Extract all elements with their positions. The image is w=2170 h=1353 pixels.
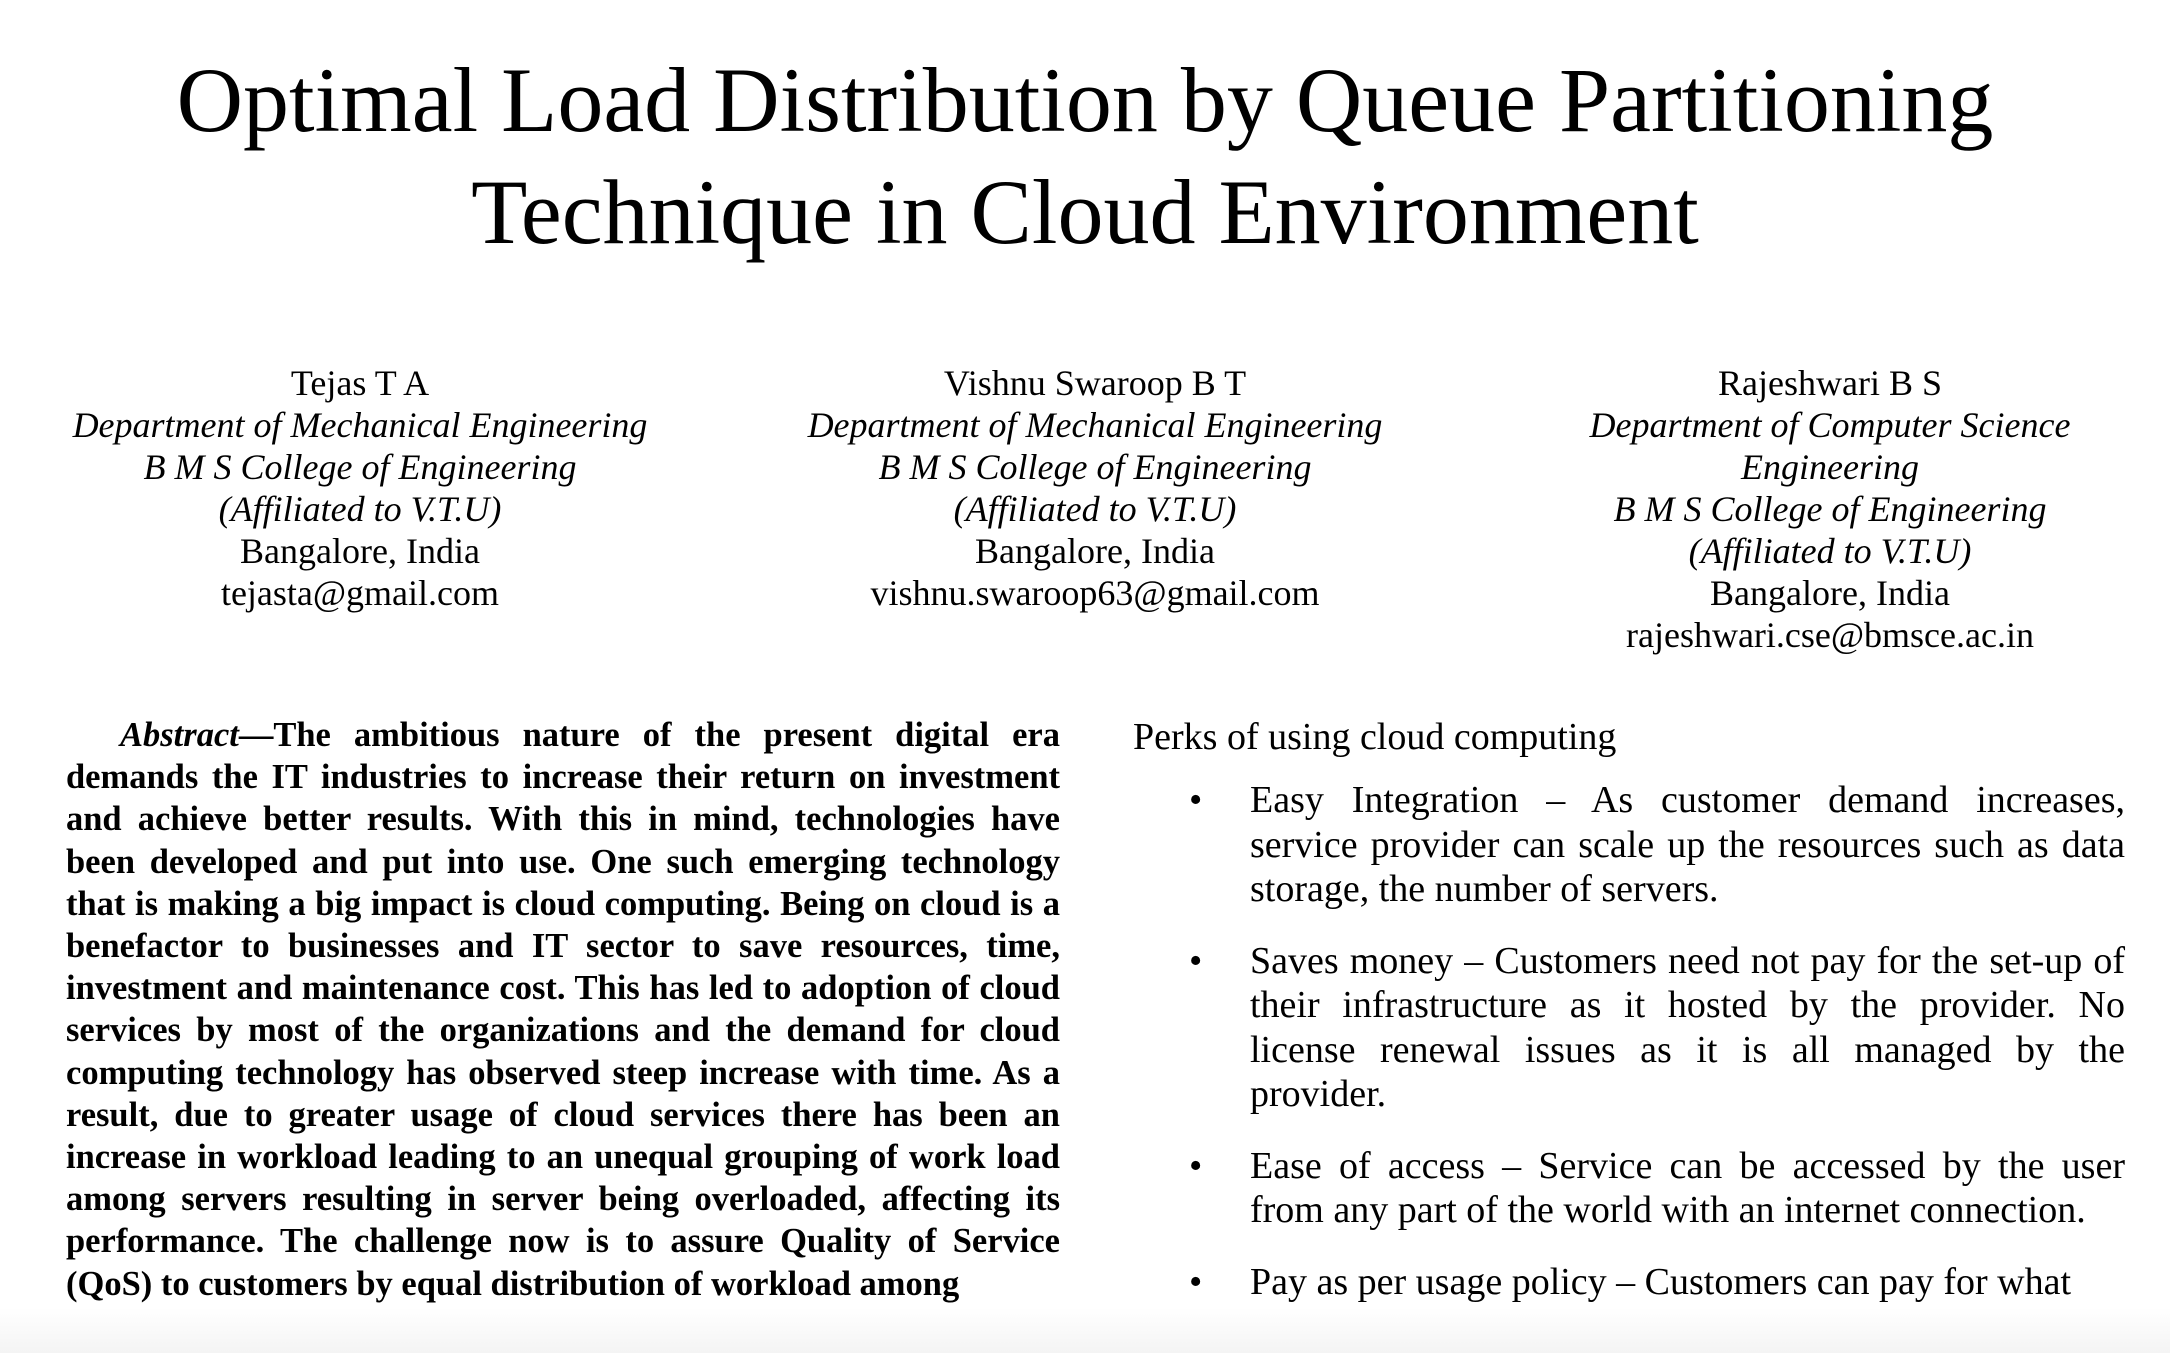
- abstract-label: Abstract: [120, 716, 239, 754]
- bullet-icon: •: [1189, 939, 1203, 982]
- list-item: [1133, 1260, 2125, 1305]
- title-line-1: Optimal Load Distribution by Queue Partitioning: [176, 49, 1994, 151]
- author-name: Tejas T A: [290, 363, 430, 403]
- author-department-line-2: Engineering: [1741, 447, 1919, 487]
- list-item-text: Saves money – Customers need not pay for the set-up of their infrastructure as it hosted by the provider. No license renewal issues as it is all managed by the provider.: [1250, 939, 2125, 1115]
- author-affiliation: (Affiliated to V.T.U): [953, 489, 1237, 529]
- author-email: vishnu.swaroop63@gmail.com: [870, 573, 1320, 613]
- list-item: [1133, 1144, 2125, 1233]
- author-block-1: [40, 362, 680, 614]
- list-item: [1133, 778, 2125, 912]
- right-column: [1133, 712, 2125, 1331]
- list-item: [1133, 939, 2125, 1117]
- author-affiliation: (Affiliated to V.T.U): [1688, 531, 1972, 571]
- bullet-icon: •: [1189, 779, 1203, 821]
- title-line-2: Technique in Cloud Environment: [471, 161, 1699, 263]
- author-name: Vishnu Swaroop B T: [943, 363, 1247, 403]
- list-item-text: Pay as per usage policy – Customers can pay for what: [1250, 1260, 2072, 1303]
- perks-heading: Perks of using cloud computing: [1133, 716, 1617, 758]
- author-block-3: [1510, 362, 2150, 656]
- author-department-line-1: Department of Computer Science: [1589, 405, 2071, 445]
- abstract-text: The ambitious nature of the present digital era demands the IT industries to increase their return on investment and achieve better results. With this in mind, technologies have been developed and put into use. One such emerging technology that is making a big impact is cloud computing. Being on cloud is a benefactor to businesses and IT sector to save resources, time, investment and maintenance cost. This has led to adoption of cloud services by most of the organizations and the demand for cloud computing technology has observed steep increase with time. As a result, due to greater usage of cloud services there has been an increase in workload leading to an unequal grouping of work load among servers resulting in server being overloaded, affecting its performance. The challenge now is to assure Quality of Service (QoS) to customers by equal distribution of workload among: [66, 716, 1060, 1303]
- perks-list: [1133, 778, 2125, 1304]
- author-college: B M S College of Engineering: [878, 447, 1312, 487]
- author-email: tejasta@gmail.com: [220, 573, 500, 613]
- author-department: Department of Mechanical Engineering: [807, 405, 1383, 445]
- abstract-paragraph: [66, 714, 1060, 1305]
- bullet-icon: •: [1189, 1260, 1203, 1303]
- author-name: Rajeshwari B S: [1718, 363, 1942, 403]
- author-block-2: [775, 362, 1415, 614]
- author-department: Department of Mechanical Engineering: [72, 405, 648, 445]
- author-college: B M S College of Engineering: [1613, 489, 2047, 529]
- author-location: Bangalore, India: [240, 531, 480, 571]
- author-college: B M S College of Engineering: [143, 447, 577, 487]
- bullet-icon: •: [1189, 1144, 1203, 1187]
- author-location: Bangalore, India: [1710, 573, 1950, 613]
- abstract-separator: —: [238, 716, 274, 754]
- author-affiliation: (Affiliated to V.T.U): [218, 489, 502, 529]
- list-item-text: Easy Integration – As customer demand increases, service provider can scale up the resources such as data storage, the number of servers.: [1250, 779, 2125, 910]
- list-item-text: Ease of access – Service can be accessed by the user from any part of the world with an internet connection.: [1250, 1144, 2125, 1231]
- author-location: Bangalore, India: [975, 531, 1215, 571]
- paper-title: [0, 44, 2170, 268]
- author-email: rajeshwari.cse@bmsce.ac.in: [1626, 615, 2034, 655]
